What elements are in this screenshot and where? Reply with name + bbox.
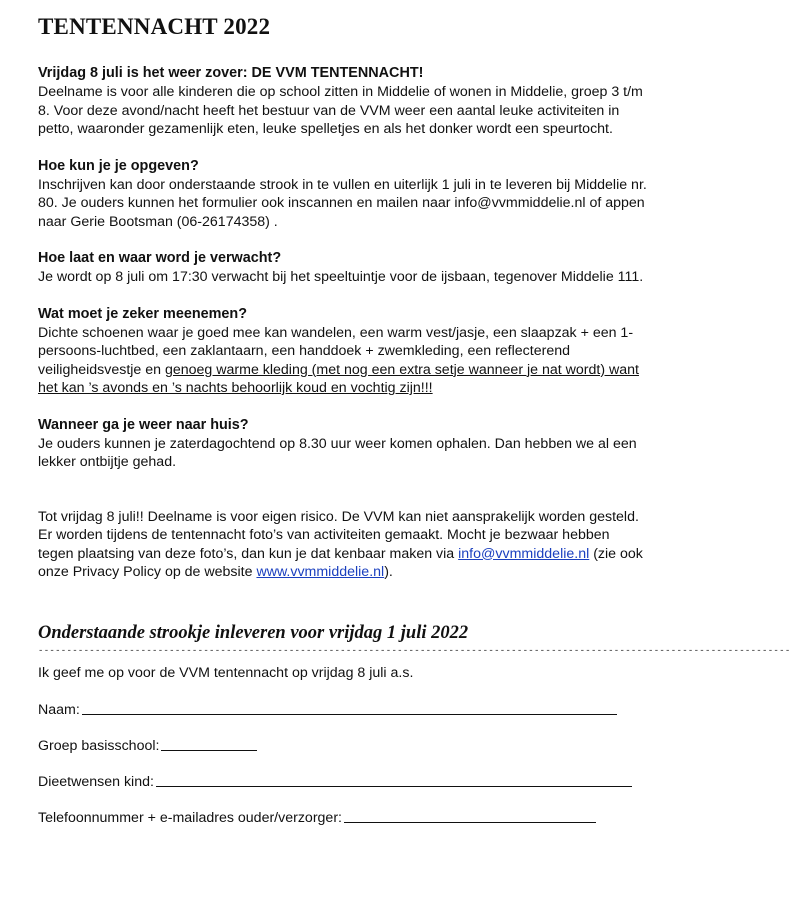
closing-text-3: ).	[384, 564, 393, 580]
closing-section	[38, 508, 648, 582]
email-link[interactable]: info@vvmmiddelie.nl	[458, 545, 590, 562]
home-section	[38, 416, 648, 472]
name-fill-line[interactable]	[82, 713, 617, 715]
diet-label: Dieetwensen kind:	[38, 774, 154, 790]
signup-heading: Hoe kun je je opgeven?	[38, 157, 199, 174]
closing-text-block	[38, 508, 648, 582]
closing-text-1: Tot vrijdag 8 juli!! Deelname is voor eigen risico. De VVM kan niet aansprakelijk worden gesteld. Er worden tijdens de tentennacht foto’s van activiteiten gemaakt. Mocht je bezwaar hebben tegen plaatsing van deze foto’s, dan kun je dat kenbaar maken via	[38, 508, 639, 562]
website-link[interactable]: www.vvmmiddelie.nl	[256, 564, 385, 580]
bring-section	[38, 305, 648, 398]
when-where-section	[38, 249, 648, 287]
intro-text: Deelname is voor alle kinderen die op school zitten in Middelie of wonen in Middelie, groep 3 t/m 8. Voor deze avond/nacht heeft het bestuur van de VVM weer een aantal leuke activiteiten in petto, waaronder gezamenlijk eten, leuke spelletjes en als het donker wordt een speurtocht.	[38, 84, 643, 137]
document-page	[38, 14, 791, 826]
intro-section	[38, 64, 648, 139]
cut-line-divider: ------------------------------------------------------------------------------------------------------------------------------------	[38, 645, 791, 656]
contact-label: Telefoonnummer + e-mailadres ouder/verzorger:	[38, 810, 342, 826]
home-heading: Wanneer ga je weer naar huis?	[38, 416, 249, 433]
diet-field-row	[38, 774, 648, 790]
name-label: Naam:	[38, 702, 80, 718]
strook-title: Onderstaande strookje inleveren voor vrijdag 1 juli 2022	[38, 622, 469, 643]
when-where-heading: Hoe laat en waar word je verwacht?	[38, 250, 282, 266]
diet-fill-line[interactable]	[156, 785, 632, 787]
group-fill-line[interactable]	[161, 749, 257, 751]
signup-section	[38, 157, 648, 232]
bring-heading: Wat moet je zeker meenemen?	[38, 305, 248, 322]
name-field-row	[38, 702, 648, 718]
when-where-text: Je wordt op 8 juli om 17:30 verwacht bij het speeltuintje voor de ijsbaan, tegenover Middelie 111.	[38, 269, 644, 285]
closing-text-2: (zie ook onze Privacy Policy op de website	[38, 545, 643, 580]
intro-heading: Vrijdag 8 juli is het weer zover: DE VVM TENTENNACHT!	[38, 65, 424, 81]
group-field-row	[38, 738, 648, 754]
contact-field-row	[38, 810, 648, 826]
bring-text: Dichte schoenen waar je goed mee kan wandelen, een warm vest/jasje, een slaapzak + een 1-persoons-luchtbed, een zaklantaarn, een handdoek + zwemkleding, een reflecterend veiligheidsvestje en	[38, 324, 634, 378]
group-label: Groep basisschool:	[38, 738, 160, 754]
home-text: Je ouders kunnen je zaterdagochtend op 8.30 uur weer komen ophalen. Dan hebben we al een lekker ontbijtje gehad.	[38, 435, 637, 470]
contact-fill-line[interactable]	[344, 821, 596, 823]
bring-underlined-text: genoeg warme kleding (met nog een extra setje wanneer je nat wordt) want het kan ’s avonds en ’s nachts behoorlijk koud en vochtig zijn!!!	[38, 361, 639, 396]
signup-text: Inschrijven kan door onderstaande strook in te vullen en uiterlijk 1 juli in te leveren bij Middelie nr. 80. Je ouders kunnen het formulier ook inscannen en mailen naar info@vvmmiddelie.nl of appen naar Gerie Bootsman (06-26174358) .	[38, 176, 647, 230]
bring-text-block	[38, 324, 648, 398]
page-title: TENTENNACHT 2022	[38, 14, 271, 39]
strook-statement: Ik geef me op voor de VVM tentennacht op vrijdag 8 juli a.s.	[38, 664, 414, 681]
